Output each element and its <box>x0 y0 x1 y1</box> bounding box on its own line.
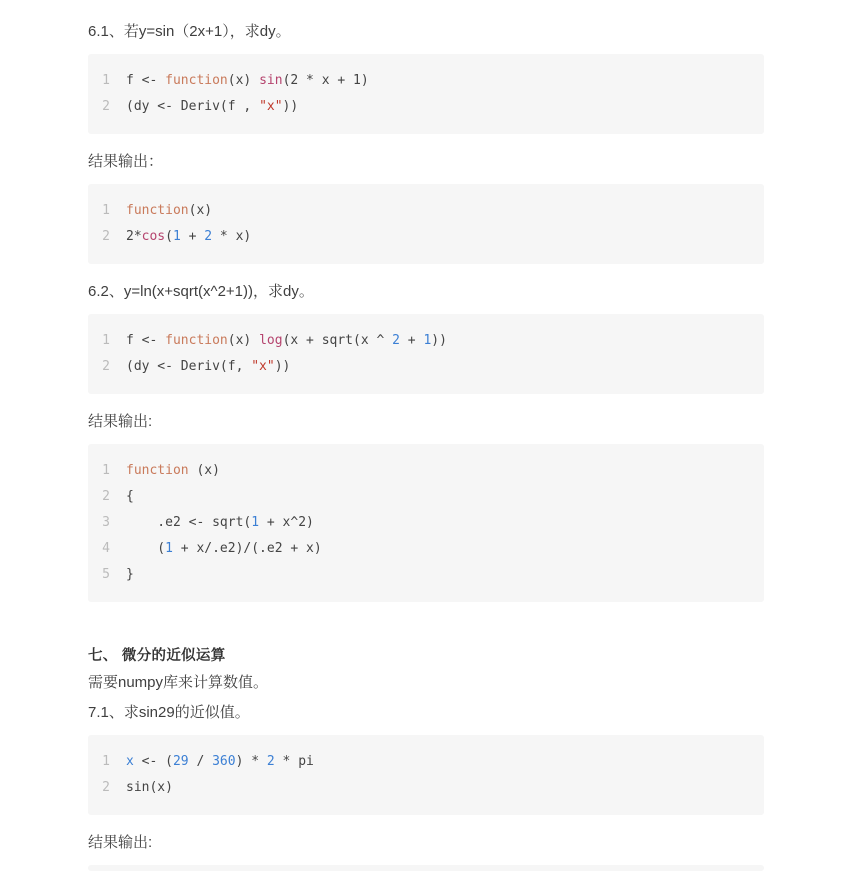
code-line <box>88 484 764 510</box>
output-caption-7-1: 结果输出: <box>88 834 153 851</box>
code-text: function (x) <box>126 463 220 478</box>
code-line <box>88 328 764 354</box>
line-number: 1 <box>102 333 110 348</box>
line-number: 2 <box>102 99 110 114</box>
output-block-6-1 <box>88 184 764 264</box>
code-text: (dy <- Deriv(f , "x")) <box>126 99 299 114</box>
code-text: 2*cos(1 + 2 * x) <box>126 229 252 244</box>
code-line <box>88 562 764 588</box>
section-spacer <box>88 618 764 644</box>
output-caption-6-1: 结果输出： <box>88 153 164 170</box>
heading-6-2: 6.2、y=ln(x+sqrt(x^2+1))，求dy。 <box>88 283 314 300</box>
line-number: 5 <box>102 567 110 582</box>
heading-7-1: 7.1、求sin29的近似值。 <box>88 704 250 721</box>
code-line <box>88 775 764 801</box>
code-line <box>88 68 764 94</box>
code-text: x <- (29 / 360) * 2 * pi <box>126 754 314 769</box>
code-text: f <- function(x) log(x + sqrt(x ^ 2 + 1)) <box>126 333 447 348</box>
code-line <box>88 94 764 120</box>
line-number: 2 <box>102 780 110 795</box>
code-line <box>88 458 764 484</box>
code-line <box>88 198 764 224</box>
code-text: { <box>126 489 134 504</box>
line-number: 2 <box>102 229 110 244</box>
code-text: (dy <- Deriv(f, "x")) <box>126 359 291 374</box>
code-line <box>88 536 764 562</box>
output-block-7-1-partial <box>88 865 764 871</box>
output-caption-6-2: 结果输出: <box>88 413 153 430</box>
line-number: 2 <box>102 489 110 504</box>
output-block-6-2 <box>88 444 764 602</box>
intro-section-7: 需要numpy库来计算数值。 <box>88 674 269 691</box>
code-block-6-2 <box>88 314 764 394</box>
code-line <box>88 749 764 775</box>
code-block-7-1 <box>88 735 764 815</box>
line-number: 1 <box>102 73 110 88</box>
line-number: 4 <box>102 541 110 556</box>
heading-6-1: 6.1、若y=sin（2x+1），求dy。 <box>88 23 291 40</box>
line-number: 2 <box>102 359 110 374</box>
code-line <box>88 224 764 250</box>
code-line <box>88 354 764 380</box>
code-text: f <- function(x) sin(2 * x + 1) <box>126 73 369 88</box>
code-text: (1 + x/.e2)/(.e2 + x) <box>126 541 322 556</box>
line-number: 1 <box>102 754 110 769</box>
heading-section-7: 七、 微分的近似运算 <box>88 648 226 664</box>
line-number: 1 <box>102 463 110 478</box>
code-block-6-1 <box>88 54 764 134</box>
code-text: } <box>126 567 134 582</box>
code-text: function(x) <box>126 203 213 218</box>
code-line <box>88 510 764 536</box>
line-number: 1 <box>102 203 110 218</box>
code-text: .e2 <- sqrt(1 + x^2) <box>126 515 314 530</box>
code-text: sin(x) <box>126 780 173 795</box>
line-number: 3 <box>102 515 110 530</box>
